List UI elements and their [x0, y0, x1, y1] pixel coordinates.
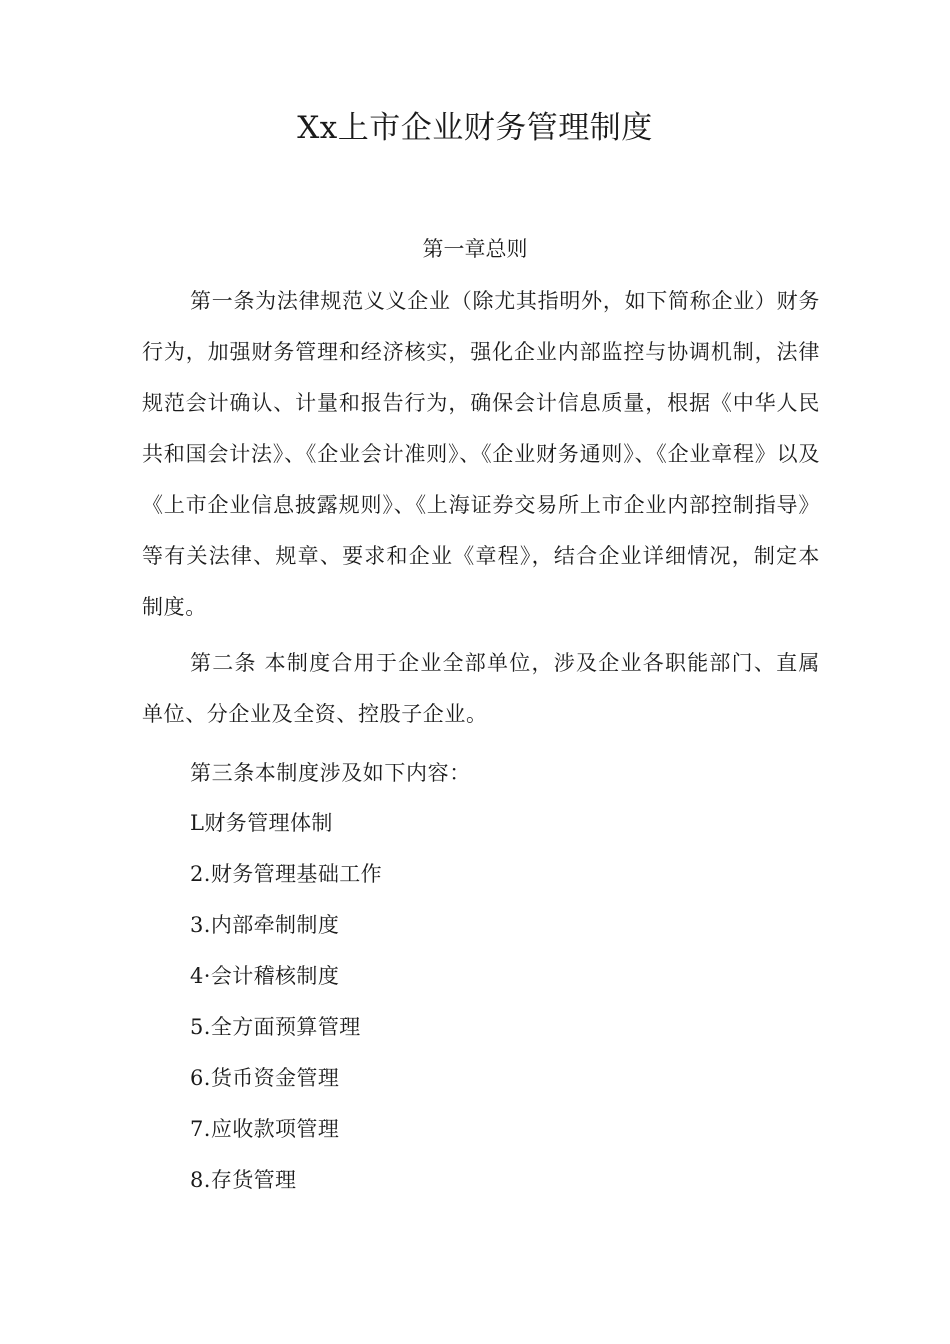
contents-list: [190, 798, 382, 1206]
article-1-paragraph: 第一条为法律规范义义企业（除尤其指明外，如下简称企业）财务行为，加强财务管理和经济核实，强化企业内部监控与协调机制，法律规范会计确认、计量和报告行为，确保会计信息质量，根据《中华人民共和国会计法》、《企业会计准则》、《企业财务通则》、《企业章程》以及《上市企业信息披露规则》、《上海证券交易所上市企业内部控制指导》等有关法律、规章、要求和企业《章程》，结合企业详细情况，制定本制度。: [142, 289, 820, 619]
list-item: 5.全方面预算管理: [190, 1015, 361, 1039]
list-item: L财务管理体制: [190, 811, 333, 835]
list-item: 7.应收款项管理: [190, 1117, 340, 1141]
article-2-paragraph: 第二条 本制度合用于企业全部单位，涉及企业各职能部门、直属单位、分企业及全资、控股子企业。: [142, 651, 820, 726]
list-item: 6.货币资金管理: [190, 1066, 340, 1090]
list-item: 3.内部牵制制度: [190, 913, 340, 937]
list-item: 4·会计稽核制度: [190, 964, 340, 988]
list-item: 2.财务管理基础工作: [190, 862, 383, 886]
list-item: 8.存货管理: [190, 1168, 297, 1192]
article-3-paragraph: 第三条本制度涉及如下内容：: [190, 761, 471, 785]
chapter-heading: 第一章总则: [422, 237, 528, 261]
document-title: Xx上市企业财务管理制度: [297, 110, 653, 146]
